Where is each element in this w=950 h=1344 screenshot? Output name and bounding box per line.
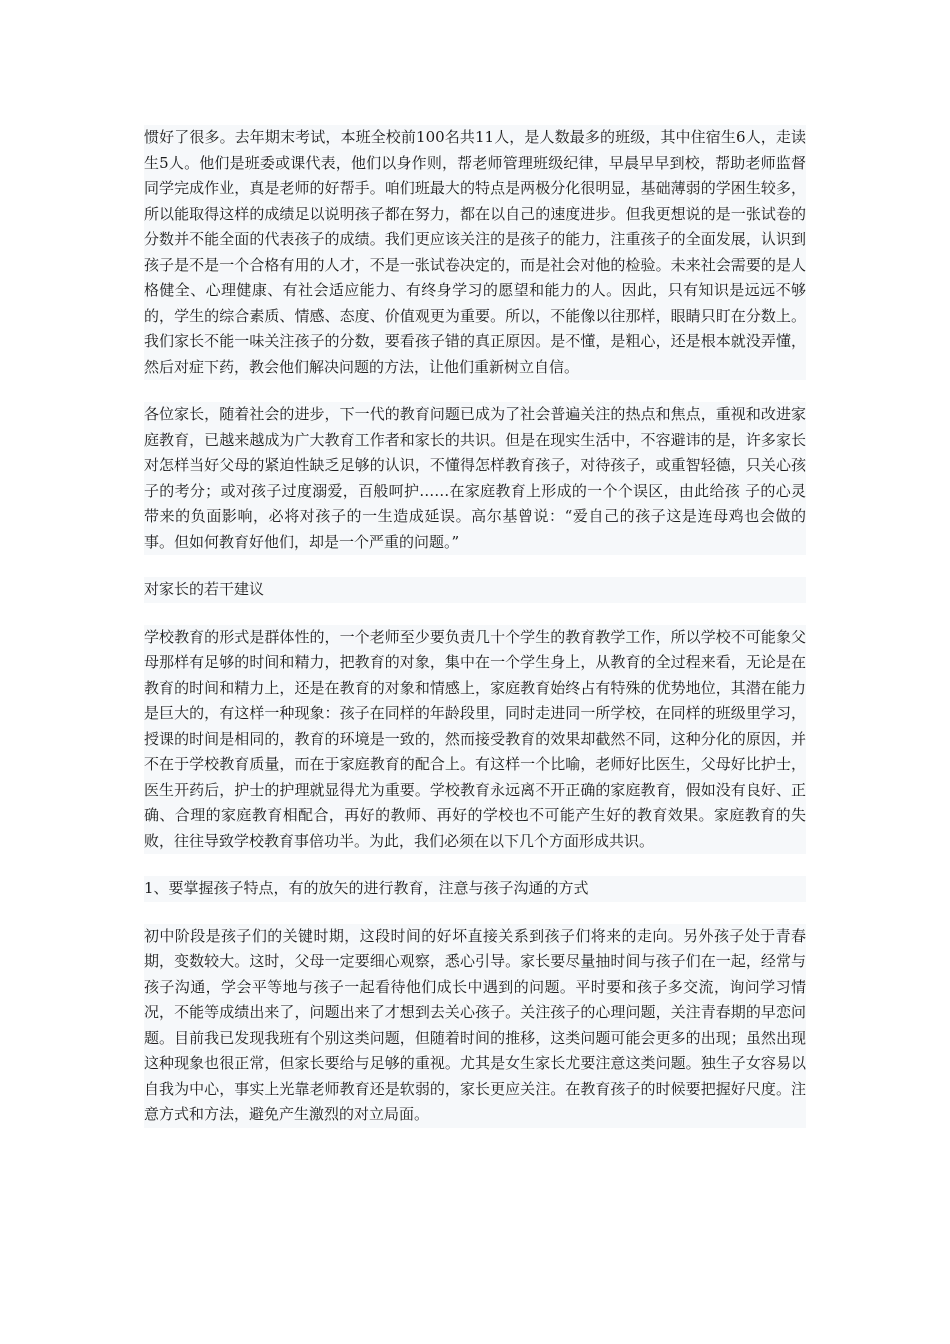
paragraph-gap xyxy=(144,902,806,924)
paragraph-school-vs-family: 学校教育的形式是群体性的，一个老师至少要负责几十个学生的教育教学工作，所以学校不可能象父母那样有足够的时间和精力，把教育的对象，集中在一个学生身上，从教育的全过程来看，无论是在教育的时间和精力上，还是在教育的对象和情感上，家庭教育始终占有特殊的优势地位，其潜在能力是巨大的，有这样一种现象：孩子在同样的年龄段里，同时走进同一所学校，在同样的班级里学习，授课的时间是相同的，教育的环境是一致的，然而接受教育的效果却截然不同，这种分化的原因，并不在于学校教育质量，而在于家庭教育的配合上。有这样一个比喻，老师好比医生，父母好比护士，医生开药后，护士的护理就显得尤为重要。学校教育永远离不开正确的家庭教育，假如没有良好、正确、合理的家庭教育相配合，再好的教师、再好的学校也不可能产生好的教育效果。家庭教育的失败，往往导致学校教育事倍功半。为此，我们必须在以下几个方面形成共识。 xyxy=(144,625,806,855)
document-page xyxy=(144,125,806,1128)
paragraph-gap xyxy=(144,854,806,876)
section-heading-suggestions: 对家长的若干建议 xyxy=(144,577,806,603)
paragraph-gap xyxy=(144,555,806,577)
paragraph-gap xyxy=(144,603,806,625)
subheading-point-1: 1、要掌握孩子特点，有的放矢的进行教育，注意与孩子沟通的方式 xyxy=(144,876,806,902)
paragraph-adolescence: 初中阶段是孩子们的关键时期，这段时间的好坏直接关系到孩子们将来的走向。另外孩子处于青春期，变数较大。这时，父母一定要细心观察，悉心引导。家长要尽量抽时间与孩子们在一起，经常与孩子沟通，学会平等地与孩子一起看待他们成长中遇到的问题。平时要和孩子多交流，询问学习情况，不能等成绩出来了，问题出来了才想到去关心孩子。关注孩子的心理问题，关注青春期的早恋问题。目前我已发现我班有个别这类问题，但随着时间的推移，这类问题可能会更多的出现；虽然出现这种现象也很正常，但家长要给与足够的重视。尤其是女生家长尤要注意这类问题。独生子女容易以自我为中心，事实上光靠老师教育还是软弱的，家长更应关注。在教育孩子的时候要把握好尺度。注意方式和方法，避免产生激烈的对立局面。 xyxy=(144,924,806,1128)
paragraph-gap xyxy=(144,380,806,402)
paragraph-family-education: 各位家长，随着社会的进步，下一代的教育问题已成为了社会普遍关注的热点和焦点，重视和改进家庭教育，已越来越成为广大教育工作者和家长的共识。但是在现实生活中，不容避讳的是，许多家长对怎样当好父母的紧迫性缺乏足够的认识，不懂得怎样教育孩子，对待孩子，或重智轻德，只关心孩子的考分；或对孩子过度溺爱，百般呵护……在家庭教育上形成的一个个误区，由此给孩 子的心灵带来的负面影响，必将对孩子的一生造成延误。高尔基曾说：“爱自己的孩子这是连母鸡也会做的事。但如何教育好他们，却是一个严重的问题。” xyxy=(144,402,806,555)
paragraph-study-results: 惯好了很多。去年期末考试，本班全校前100名共11人，是人数最多的班级，其中住宿生6人，走读生5人。他们是班委或课代表，他们以身作则，帮老师管理班级纪律，早晨早早到校，帮助老师监督同学完成作业，真是老师的好帮手。咱们班最大的特点是两极分化很明显，基础薄弱的学困生较多，所以能取得这样的成绩足以说明孩子都在努力，都在以自己的速度进步。但我更想说的是一张试卷的分数并不能全面的代表孩子的成绩。我们更应该关注的是孩子的能力，注重孩子的全面发展，认识到孩子是不是一个合格有用的人才，不是一张试卷决定的，而是社会对他的检验。未来社会需要的是人格健全、心理健康、有社会适应能力、有终身学习的愿望和能力的人。因此，只有知识是远远不够的，学生的综合素质、情感、态度、价值观更为重要。所以，不能像以往那样，眼睛只盯在分数上。我们家长不能一味关注孩子的分数，要看孩子错的真正原因。是不懂，是粗心，还是根本就没弄懂，然后对症下药，教会他们解决问题的方法，让他们重新树立自信。 xyxy=(144,125,806,380)
